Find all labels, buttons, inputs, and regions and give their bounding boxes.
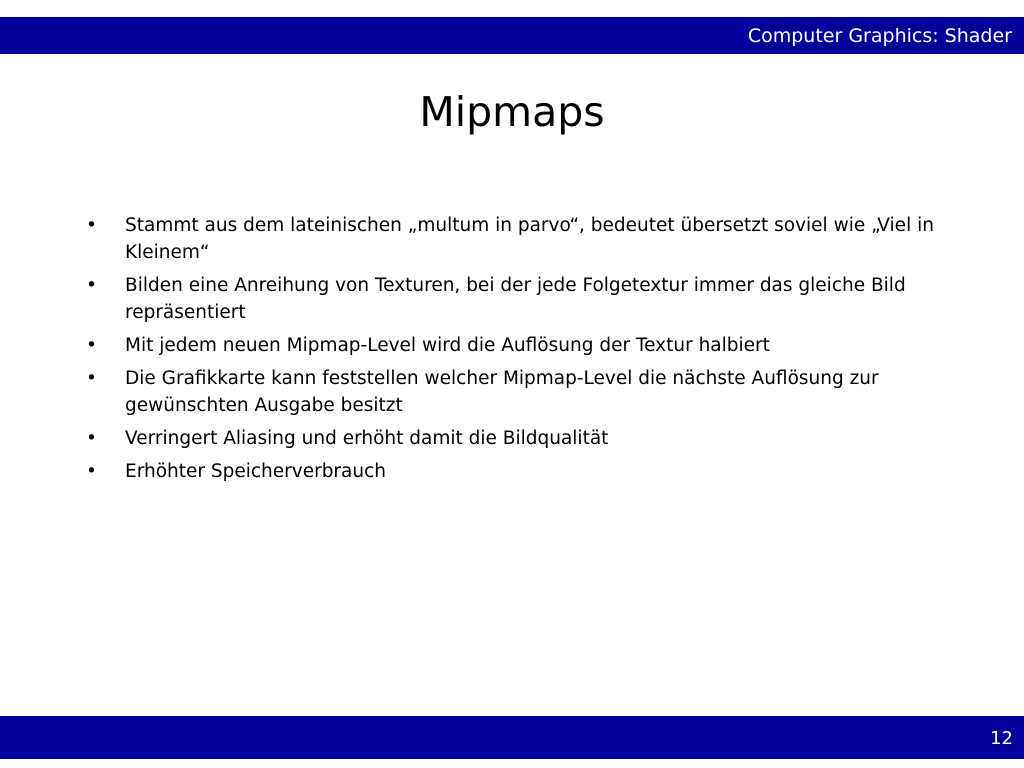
slide-title: Mipmaps	[419, 88, 605, 136]
bullet-text: Stammt aus dem lateinischen „multum in parvo“, bedeutet übersetzt soviel wie „Viel in Kleinem“	[125, 215, 934, 263]
bullet-text: Mit jedem neuen Mipmap-Level wird die Auflösung der Textur halbiert	[125, 335, 770, 356]
bullet-icon: •	[86, 215, 97, 236]
bullet-icon: •	[86, 335, 97, 356]
bullet-item	[86, 458, 946, 485]
header-bar	[0, 17, 1024, 54]
bullet-item	[86, 365, 946, 419]
bullet-list	[86, 212, 946, 491]
bullet-item	[86, 272, 946, 326]
bullet-icon: •	[86, 368, 97, 389]
page-number: 12	[990, 728, 1013, 749]
footer-bar	[0, 716, 1024, 759]
bullet-item	[86, 212, 946, 266]
bullet-icon: •	[86, 461, 97, 482]
bullet-icon: •	[86, 428, 97, 449]
bullet-item	[86, 425, 946, 452]
bullet-text: Bilden eine Anreihung von Texturen, bei der jede Folgetextur immer das gleiche Bild repräsentiert	[125, 275, 906, 323]
bullet-item	[86, 332, 946, 359]
bullet-text: Die Grafikkarte kann feststellen welcher Mipmap-Level die nächste Auflösung zur gewünschten Ausgabe besitzt	[125, 368, 879, 416]
bullet-text: Erhöhter Speicherverbrauch	[125, 461, 386, 482]
bullet-icon: •	[86, 275, 97, 296]
bullet-text: Verringert Aliasing und erhöht damit die Bildqualität	[125, 428, 609, 449]
header-title: Computer Graphics: Shader	[747, 25, 1012, 47]
